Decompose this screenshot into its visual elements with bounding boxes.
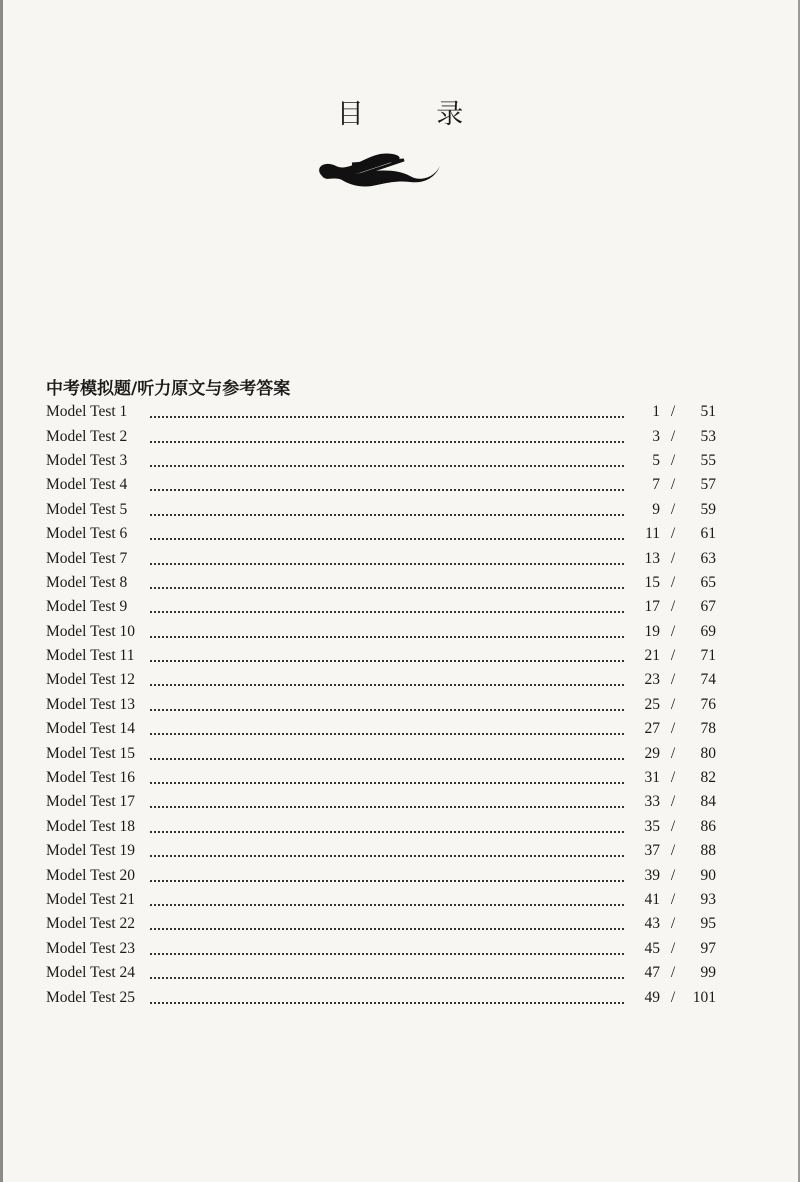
page-number: 9 xyxy=(652,500,660,518)
entry-label: Model Test 4 xyxy=(46,476,128,494)
page-separator: / xyxy=(670,671,676,689)
dot-leader xyxy=(150,943,624,955)
toc-entry[interactable] xyxy=(46,790,716,814)
dot-leader xyxy=(150,528,624,540)
dot-leader xyxy=(150,553,624,565)
entry-label: Model Test 24 xyxy=(46,964,136,982)
dot-leader xyxy=(150,626,624,638)
dot-leader xyxy=(150,431,624,443)
toc-entry[interactable] xyxy=(46,571,716,595)
dot-leader xyxy=(150,723,624,735)
page-number: 33 xyxy=(644,793,660,811)
answer-page-number: 53 xyxy=(700,427,716,445)
toc-entry[interactable] xyxy=(46,546,716,570)
toc-entry[interactable] xyxy=(46,766,716,790)
toc-entry[interactable] xyxy=(46,888,716,912)
page-separator: / xyxy=(670,915,676,933)
dot-leader xyxy=(150,455,624,467)
dot-leader xyxy=(150,967,624,979)
page-separator: / xyxy=(670,793,676,811)
toc-list xyxy=(46,400,716,1010)
answer-page-number: 78 xyxy=(700,720,716,738)
entry-label: Model Test 19 xyxy=(46,842,136,860)
answer-page-number: 61 xyxy=(700,525,716,543)
dot-leader xyxy=(150,650,624,662)
page-number: 7 xyxy=(652,476,660,494)
entry-label: Model Test 9 xyxy=(46,598,128,616)
page-separator: / xyxy=(670,647,676,665)
page-separator: / xyxy=(670,988,676,1006)
answer-page-number: 95 xyxy=(700,915,716,933)
answer-page-number: 99 xyxy=(700,964,716,982)
answer-page-number: 63 xyxy=(700,549,716,567)
dot-leader xyxy=(150,479,624,491)
answer-page-number: 67 xyxy=(700,598,716,616)
section-heading: 中考模拟题/听力原文与参考答案 xyxy=(46,379,291,399)
answer-page-number: 65 xyxy=(700,573,716,591)
entry-label: Model Test 6 xyxy=(46,525,128,543)
dot-leader xyxy=(150,406,624,418)
page-separator: / xyxy=(670,622,676,640)
page-number: 21 xyxy=(644,647,660,665)
dot-leader xyxy=(150,918,624,930)
dot-leader xyxy=(150,748,624,760)
dot-leader xyxy=(150,992,624,1004)
toc-entry[interactable] xyxy=(46,595,716,619)
page-separator: / xyxy=(670,427,676,445)
page-number: 19 xyxy=(644,622,660,640)
entry-label: Model Test 11 xyxy=(46,647,135,665)
page-separator: / xyxy=(670,451,676,469)
page-separator: / xyxy=(670,500,676,518)
page-separator: / xyxy=(670,964,676,982)
page-number: 31 xyxy=(644,769,660,787)
ornament-flourish-icon xyxy=(312,146,447,190)
dot-leader xyxy=(150,870,624,882)
entry-label: Model Test 18 xyxy=(46,817,136,835)
page-separator: / xyxy=(670,549,676,567)
answer-page-number: 55 xyxy=(700,451,716,469)
entry-label: Model Test 21 xyxy=(46,891,136,908)
dot-leader xyxy=(150,894,624,906)
toc-entry[interactable] xyxy=(46,644,716,668)
page-number: 23 xyxy=(644,671,660,689)
entry-label: Model Test 15 xyxy=(46,744,136,762)
page-number: 39 xyxy=(644,866,660,884)
page-number: 49 xyxy=(644,988,660,1006)
toc-entry[interactable] xyxy=(46,668,716,692)
entry-label: Model Test 7 xyxy=(46,549,128,567)
page-number: 25 xyxy=(644,695,660,713)
entry-label: Model Test 13 xyxy=(46,695,136,713)
entry-label: Model Test 8 xyxy=(46,573,128,591)
answer-page-number: 74 xyxy=(700,671,716,689)
toc-entry[interactable] xyxy=(46,620,716,644)
page-number: 13 xyxy=(644,549,660,567)
dot-leader xyxy=(150,504,624,516)
toc-entry[interactable] xyxy=(46,863,716,887)
answer-page-number: 51 xyxy=(700,403,716,421)
page-number: 35 xyxy=(644,817,660,835)
dot-leader xyxy=(150,699,624,711)
toc-entry[interactable] xyxy=(46,693,716,717)
page-number: 3 xyxy=(652,427,660,445)
page-number: 17 xyxy=(644,598,660,616)
entry-label: Model Test 5 xyxy=(46,500,128,518)
page-separator: / xyxy=(670,744,676,762)
entry-label: Model Test 14 xyxy=(46,720,136,738)
toc-entry[interactable] xyxy=(46,473,716,497)
answer-page-number: 82 xyxy=(700,769,716,787)
answer-page-number: 71 xyxy=(700,647,716,665)
page-number: 1 xyxy=(652,403,660,421)
page-separator: / xyxy=(670,939,676,957)
page-separator: / xyxy=(670,695,676,713)
toc-entry[interactable] xyxy=(46,985,716,1009)
dot-leader xyxy=(150,796,624,808)
toc-entry[interactable] xyxy=(46,937,716,961)
page-number: 45 xyxy=(644,939,660,957)
answer-page-number: 59 xyxy=(700,500,716,518)
answer-page-number: 80 xyxy=(700,744,716,762)
entry-label: Model Test 25 xyxy=(46,988,136,1006)
entry-label: Model Test 20 xyxy=(46,866,136,884)
page-number: 11 xyxy=(645,525,660,543)
answer-page-number: 90 xyxy=(700,866,716,884)
entry-label: Model Test 16 xyxy=(46,769,136,787)
entry-label: Model Test 1 xyxy=(46,403,128,421)
answer-page-number: 69 xyxy=(700,622,716,640)
answer-page-number: 88 xyxy=(700,842,716,860)
toc-entry[interactable] xyxy=(46,912,716,936)
page-separator: / xyxy=(670,525,676,543)
toc-entry[interactable] xyxy=(46,815,716,839)
page-number: 15 xyxy=(644,573,660,591)
answer-page-number: 86 xyxy=(700,817,716,835)
page-separator: / xyxy=(670,817,676,835)
dot-leader xyxy=(150,577,624,589)
dot-leader xyxy=(150,674,624,686)
page-number: 37 xyxy=(644,842,660,860)
answer-page-number: 93 xyxy=(700,891,716,908)
dot-leader xyxy=(150,821,624,833)
entry-label: Model Test 10 xyxy=(46,622,136,640)
answer-page-number: 101 xyxy=(692,988,716,1006)
page-separator: / xyxy=(670,842,676,860)
toc-entry[interactable] xyxy=(46,498,716,522)
dot-leader xyxy=(150,845,624,857)
toc-entry[interactable] xyxy=(46,522,716,546)
page-number: 29 xyxy=(644,744,660,762)
page-separator: / xyxy=(670,891,676,908)
page-separator: / xyxy=(670,866,676,884)
page-separator: / xyxy=(670,598,676,616)
entry-label: Model Test 22 xyxy=(46,915,136,933)
page-separator: / xyxy=(670,476,676,494)
answer-page-number: 97 xyxy=(700,939,716,957)
toc-entry[interactable] xyxy=(46,449,716,473)
page-number: 5 xyxy=(652,451,660,469)
page-number: 41 xyxy=(644,891,660,908)
page-separator: / xyxy=(670,720,676,738)
dot-leader xyxy=(150,601,624,613)
page-separator: / xyxy=(670,403,676,421)
toc-entry[interactable] xyxy=(46,400,716,424)
toc-entry[interactable] xyxy=(46,717,716,741)
entry-label: Model Test 23 xyxy=(46,939,136,957)
page-separator: / xyxy=(670,769,676,787)
page-number: 43 xyxy=(644,915,660,933)
dot-leader xyxy=(150,772,624,784)
answer-page-number: 57 xyxy=(700,476,716,494)
page-edge-left xyxy=(0,0,3,1182)
entry-label: Model Test 3 xyxy=(46,451,128,469)
answer-page-number: 84 xyxy=(700,793,716,811)
page-title: 目 录 xyxy=(336,99,496,130)
toc-entry[interactable] xyxy=(46,424,716,448)
page-separator: / xyxy=(670,573,676,591)
entry-label: Model Test 17 xyxy=(46,793,136,811)
page-number: 27 xyxy=(644,720,660,738)
toc-entry[interactable] xyxy=(46,839,716,863)
toc-entry[interactable] xyxy=(46,741,716,765)
answer-page-number: 76 xyxy=(700,695,716,713)
page-number: 47 xyxy=(644,964,660,982)
entry-label: Model Test 12 xyxy=(46,671,136,689)
entry-label: Model Test 2 xyxy=(46,427,128,445)
toc-entry[interactable] xyxy=(46,961,716,985)
